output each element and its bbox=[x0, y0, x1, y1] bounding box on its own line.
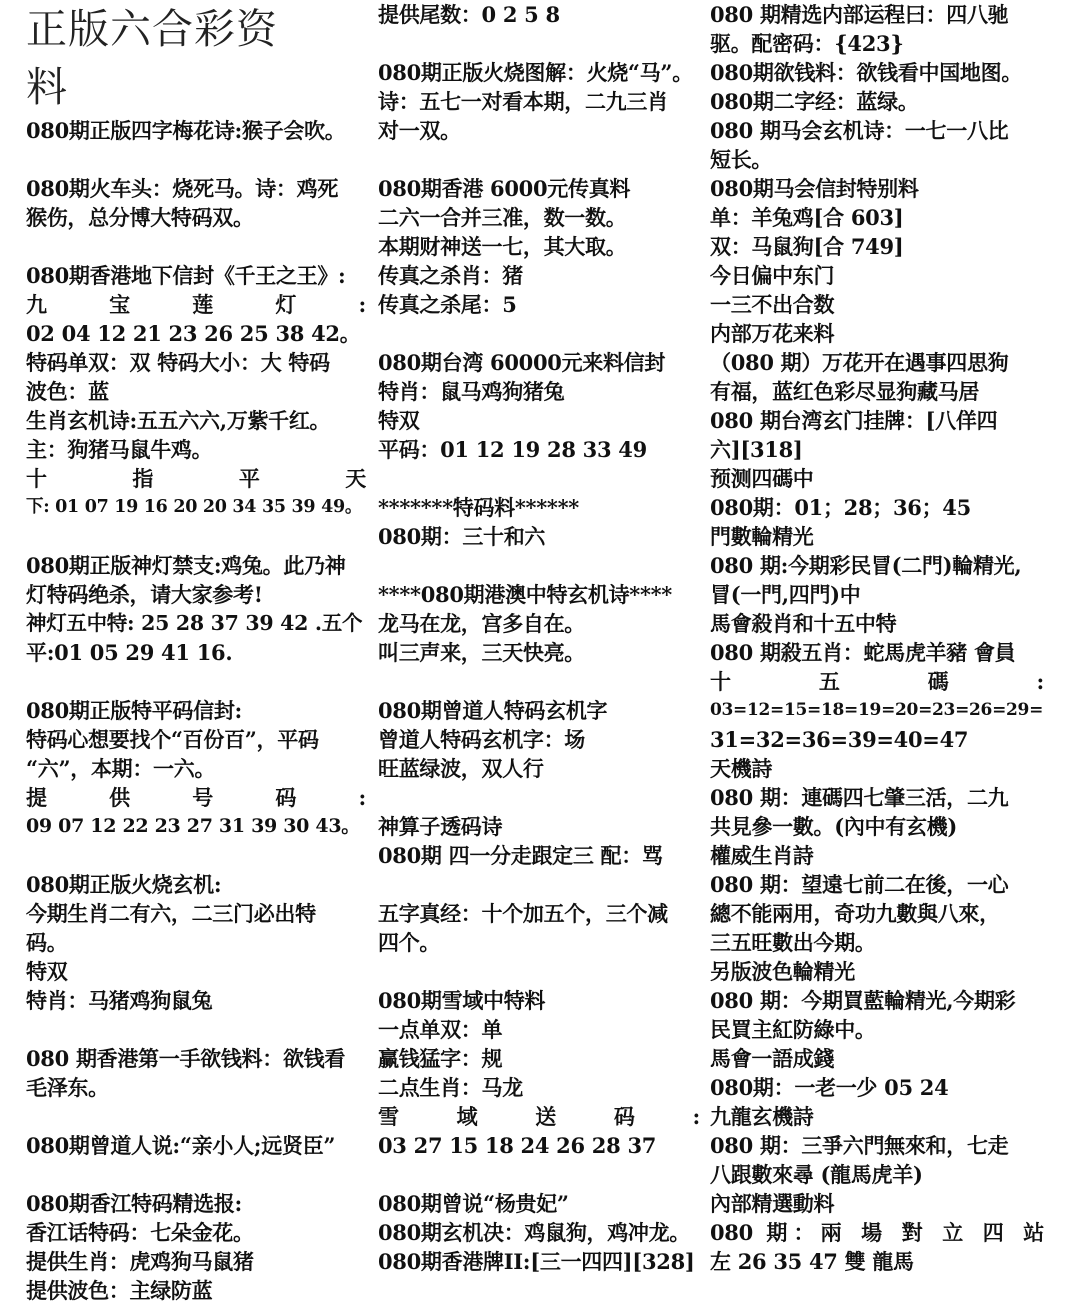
text-line: 内部万花来料 bbox=[710, 321, 835, 346]
text-line: 赢钱猛字：规 bbox=[378, 1046, 503, 1071]
text-line: 總不能兩用，奇功九數與八來， bbox=[710, 901, 1000, 926]
block-spacer bbox=[378, 145, 700, 174]
text-line: 驱。配密码：{423} bbox=[710, 31, 904, 56]
block-spacer bbox=[26, 841, 366, 870]
text-line: 九龍玄機詩 bbox=[710, 1104, 814, 1129]
text-line: 080期台湾 60000元来料信封 bbox=[378, 350, 666, 375]
block-spacer bbox=[26, 1160, 366, 1189]
text-line: 一点单双：单 bbox=[378, 1017, 503, 1042]
text-line: 预测四碼中 bbox=[710, 466, 814, 491]
text-line: 今日偏中东门 bbox=[710, 263, 835, 288]
text-line: 雪 域 送 码 : bbox=[378, 1104, 700, 1129]
text-line: 080期火车头：烧死马。诗：鸡死 bbox=[26, 176, 339, 201]
text-line: 02 04 12 21 23 26 25 38 42。 bbox=[26, 321, 361, 346]
text-line: 080期香江特码精选报: bbox=[26, 1191, 242, 1216]
text-line: 080 期：望遠七前二在後，一心 bbox=[710, 872, 1009, 897]
title-line: 料 bbox=[26, 63, 68, 111]
text-line: 提供生肖：虎鸡狗马鼠猪 bbox=[26, 1249, 254, 1274]
text-line: 六][318] bbox=[710, 437, 803, 462]
text-line: 080期马会信封特别料 bbox=[710, 176, 919, 201]
text-line: 權威生肖詩 bbox=[710, 843, 814, 868]
text-block bbox=[26, 696, 366, 841]
text-line: 080期二字经：蓝绿。 bbox=[710, 89, 919, 114]
text-block bbox=[378, 348, 700, 464]
text-line: 特双 bbox=[378, 408, 420, 433]
text-line: 下: 01 07 19 16 20 20 34 35 39 49。 bbox=[26, 497, 363, 517]
text-line: 080 期：兩 場 對 立 四 站 bbox=[710, 1220, 1044, 1245]
text-line: 提 供 号 码 : bbox=[26, 785, 366, 810]
text-line: 提供波色：主绿防蓝 bbox=[26, 1278, 213, 1303]
text-block bbox=[26, 551, 366, 667]
block-spacer bbox=[26, 522, 366, 551]
text-line: 門數輪精光 bbox=[710, 524, 814, 549]
text-line: 馬會殺肖和十五中特 bbox=[710, 611, 897, 636]
text-line: 双：马鼠狗[合 749] bbox=[710, 234, 904, 259]
block-spacer bbox=[26, 667, 366, 696]
text-line: 特码单双：双 特码大小：大 特码 bbox=[26, 350, 330, 375]
text-line: 080 期：連碼四七肇三活，二九 bbox=[710, 785, 1009, 810]
text-line: ****080期港澳中特玄机诗**** bbox=[378, 582, 672, 607]
text-block bbox=[378, 580, 700, 667]
text-block bbox=[378, 0, 700, 29]
text-block bbox=[378, 1189, 700, 1276]
text-line: 080期正版特平码信封: bbox=[26, 698, 242, 723]
text-line: 080期曾道人特码玄机字 bbox=[378, 698, 608, 723]
text-line: 八跟數來尋 (龍馬虎羊) bbox=[710, 1162, 923, 1187]
text-line: 传真之杀尾：5 bbox=[378, 292, 517, 317]
text-line: 十 五 碼 : bbox=[710, 669, 1044, 694]
text-line: 另版波色輪精光 bbox=[710, 959, 855, 984]
text-line: 二点生肖：马龙 bbox=[378, 1075, 523, 1100]
text-line: 传真之杀肖：猪 bbox=[378, 263, 523, 288]
text-line: 馬會一語成錢 bbox=[710, 1046, 835, 1071]
text-line: 今期生肖二有六，二三门必出特 bbox=[26, 901, 316, 926]
text-line: 080 期:今期彩民冒(二門)輪精光, bbox=[710, 553, 1022, 578]
text-line: 080期正版火烧图解：火烧“马”。 bbox=[378, 60, 693, 85]
text-line: 080期香港牌II:[三一四四][328] bbox=[378, 1249, 695, 1274]
text-line: 冒(一門,四門)中 bbox=[710, 582, 861, 607]
text-line: 本期财神送一七，其大取。 bbox=[378, 234, 627, 259]
column-middle bbox=[378, 0, 700, 1276]
text-line: 080期曾道人说:“亲小人;远贤臣” bbox=[26, 1133, 336, 1158]
text-line: 平:01 05 29 41 16. bbox=[26, 640, 233, 665]
text-line: 猴伤，总分博大特码双。 bbox=[26, 205, 254, 230]
text-line: 特肖：马猪鸡狗鼠兔 bbox=[26, 988, 213, 1013]
text-line: 单：羊兔鸡[合 603] bbox=[710, 205, 904, 230]
block-spacer bbox=[378, 783, 700, 812]
text-line: 080期：01；28；36；45 bbox=[710, 495, 971, 520]
text-line: 080期正版火烧玄机: bbox=[26, 872, 222, 897]
text-line: 毛泽东。 bbox=[26, 1075, 109, 1100]
block-spacer bbox=[378, 551, 700, 580]
block-spacer bbox=[378, 957, 700, 986]
text-line: 二六一合并三准，数一数。 bbox=[378, 205, 627, 230]
text-block bbox=[26, 116, 366, 145]
text-line: 一三不出合数 bbox=[710, 292, 835, 317]
text-block bbox=[378, 899, 700, 957]
text-block bbox=[378, 812, 700, 870]
text-line: 080期：三十和六 bbox=[378, 524, 546, 549]
text-block bbox=[710, 0, 1044, 1276]
text-line: 080期雪域中特料 bbox=[378, 988, 546, 1013]
text-line: “六”，本期：一六。 bbox=[26, 756, 216, 781]
page-title bbox=[26, 0, 366, 116]
block-spacer bbox=[378, 29, 700, 58]
text-line: 080期香港地下信封《千王之王》: bbox=[26, 263, 346, 288]
text-block bbox=[378, 986, 700, 1160]
text-line: 民買主紅防綠中。 bbox=[710, 1017, 876, 1042]
text-line: 灯特码绝杀，请大家参考! bbox=[26, 582, 263, 607]
text-block bbox=[378, 696, 700, 783]
text-line: 五字真经：十个加五个，三个减 bbox=[378, 901, 668, 926]
text-line: 080期香港 6000元传真料 bbox=[378, 176, 631, 201]
block-spacer bbox=[26, 145, 366, 174]
text-line: 特肖：鼠马鸡狗猪兔 bbox=[378, 379, 565, 404]
text-line: 旺蓝绿波，双人行 bbox=[378, 756, 544, 781]
text-line: 03 27 15 18 24 26 28 37 bbox=[378, 1133, 657, 1158]
text-line: 主：狗猪马鼠牛鸡。 bbox=[26, 437, 213, 462]
text-line: 080期欲钱料：欲钱看中国地图。 bbox=[710, 60, 1023, 85]
text-line: *******特码料****** bbox=[378, 495, 579, 520]
text-block bbox=[378, 58, 700, 145]
text-line: 九 宝 莲 灯 : bbox=[26, 292, 366, 317]
text-line: 共見參一數。(內中有玄機) bbox=[710, 814, 957, 839]
text-line: 有福，蓝红色彩尽显狗藏马居 bbox=[710, 379, 980, 404]
text-line: 神算子透码诗 bbox=[378, 814, 503, 839]
text-line: 080期：一老一少 05 24 bbox=[710, 1075, 949, 1100]
text-line: 对一双。 bbox=[378, 118, 461, 143]
block-spacer bbox=[378, 870, 700, 899]
block-spacer bbox=[378, 667, 700, 696]
column-right bbox=[710, 0, 1044, 1276]
text-line: 內部精選動料 bbox=[710, 1191, 835, 1216]
text-line: 短长。 bbox=[710, 147, 773, 172]
text-line: 特双 bbox=[26, 959, 68, 984]
text-line: 左 26 35 47 雙 龍馬 bbox=[710, 1249, 914, 1274]
text-line: 提供尾数：0 2 5 8 bbox=[378, 2, 560, 27]
text-block bbox=[26, 174, 366, 232]
text-line: 080 期香港第一手欲钱料：欲钱看 bbox=[26, 1046, 346, 1071]
text-block bbox=[26, 870, 366, 1015]
text-block bbox=[378, 174, 700, 319]
text-line: 叫三声来，三天快亮。 bbox=[378, 640, 585, 665]
block-spacer bbox=[26, 1015, 366, 1044]
text-line: 080期玄机决：鸡鼠狗，鸡冲龙。 bbox=[378, 1220, 691, 1245]
text-line: 十 指 平 天 bbox=[26, 466, 366, 491]
text-line: 080期 四一分走跟定三 配：骂 bbox=[378, 843, 663, 868]
text-line: 诗：五七一对看本期，二九三肖 bbox=[378, 89, 668, 114]
text-line: 080期正版四字梅花诗:猴子会吹。 bbox=[26, 118, 346, 143]
text-line: 天機詩 bbox=[710, 756, 773, 781]
text-line: 09 07 12 22 23 27 31 39 30 43。 bbox=[26, 815, 360, 837]
column-left bbox=[26, 0, 366, 1305]
text-line: 080期正版神灯禁支:鸡兔。此乃神 bbox=[26, 553, 346, 578]
text-line: 曾道人特码玄机字：场 bbox=[378, 727, 585, 752]
title-line: 正版六合彩资 bbox=[26, 5, 278, 53]
block-spacer bbox=[26, 1102, 366, 1131]
block-spacer bbox=[26, 232, 366, 261]
text-line: 神灯五中特: 25 28 37 39 42 .五个 bbox=[26, 611, 363, 635]
block-spacer bbox=[378, 319, 700, 348]
text-line: 080 期：今期買藍輪精光,今期彩 bbox=[710, 988, 1016, 1013]
text-line: 特码心想要找个“百份百”，平码 bbox=[26, 727, 319, 752]
block-spacer bbox=[378, 464, 700, 493]
text-line: 03=12=15=18=19=20=23=26=29= bbox=[710, 700, 1044, 720]
text-block bbox=[26, 1044, 366, 1102]
text-block bbox=[26, 1131, 366, 1160]
text-line: 香江话特码：七朵金花。 bbox=[26, 1220, 254, 1245]
text-line: （080 期）万花开在遇事四思狗 bbox=[710, 350, 1009, 375]
text-block bbox=[378, 493, 700, 551]
text-line: 080 期台湾玄门挂牌：[八佯四 bbox=[710, 408, 998, 433]
text-line: 080 期马会玄机诗：一七一八比 bbox=[710, 118, 1009, 143]
text-line: 码。 bbox=[26, 930, 68, 955]
block-spacer bbox=[378, 1160, 700, 1189]
text-line: 080 期殺五肖：蛇馬虎羊豬 會員 bbox=[710, 640, 1016, 665]
text-line: 080 期精选内部运程曰：四八驰 bbox=[710, 2, 1009, 27]
text-line: 平码：01 12 19 28 33 49 bbox=[378, 437, 647, 462]
text-line: 龙马在龙，宫多自在。 bbox=[378, 611, 585, 636]
text-line: 四个。 bbox=[378, 930, 441, 955]
text-line: 31=32=36=39=40=47 bbox=[710, 727, 969, 752]
text-block bbox=[26, 261, 366, 522]
text-block bbox=[26, 1189, 366, 1305]
text-line: 三五旺數出今期。 bbox=[710, 930, 876, 955]
text-line: 生肖玄机诗:五五六六,万紫千红。 bbox=[26, 408, 331, 433]
text-line: 波色：蓝 bbox=[26, 379, 109, 404]
text-line: 080 期：三爭六門無來和，七走 bbox=[710, 1133, 1009, 1158]
text-line: 080期曾说“杨贵妃” bbox=[378, 1191, 569, 1216]
